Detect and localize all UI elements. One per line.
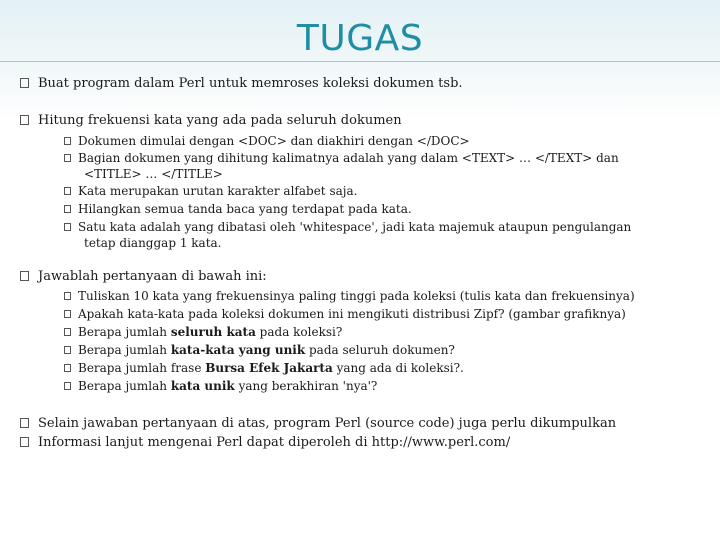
square-bullet-icon — [64, 223, 71, 231]
emphasis-text: Bursa Efek Jakarta — [205, 361, 333, 375]
bullet-item-buat — [20, 75, 463, 92]
sub-item-text: Berapa jumlah — [78, 343, 171, 357]
bullet-item-informasi — [20, 434, 510, 451]
square-bullet-icon — [64, 187, 71, 195]
square-bullet-icon — [20, 418, 29, 428]
sub-item — [64, 289, 635, 304]
bullet-text: Selain jawaban pertanyaan di atas, program Perl (source code) juga perlu dikumpulkan — [38, 416, 617, 431]
sub-item-text: Apakah kata-kata pada koleksi dokumen ini mengikuti distribusi Zipf? (gambar grafiknya) — [78, 307, 626, 321]
sub-item — [64, 220, 631, 235]
slide-title: TUGAS — [296, 18, 424, 59]
sub-item-text: Tuliskan 10 kata yang frekuensinya paling tinggi pada koleksi (tulis kata dan frekuensinya) — [78, 289, 635, 303]
square-bullet-icon — [64, 292, 71, 300]
bullet-text: Hitung frekuensi kata yang ada pada seluruh dokumen — [38, 113, 402, 128]
bullet-item-selain — [20, 415, 616, 432]
square-bullet-icon — [20, 271, 29, 281]
square-bullet-icon — [64, 310, 71, 318]
square-bullet-icon — [64, 137, 71, 145]
sub-item — [64, 361, 464, 376]
bullet-item-hitung — [20, 112, 402, 129]
sub-item — [64, 202, 412, 217]
sub-item — [64, 151, 619, 166]
sub-item-text: Berapa jumlah frase — [78, 361, 206, 375]
sub-item-continuation: <TITLE> … </TITLE> — [84, 167, 223, 181]
emphasis-text: kata unik — [170, 379, 235, 393]
square-bullet-icon — [20, 115, 29, 125]
sub-item — [64, 379, 377, 394]
sub-item-text: yang berakhiran 'nya'? — [234, 379, 378, 393]
sub-item-text: Kata merupakan urutan karakter alfabet saja. — [78, 184, 358, 198]
emphasis-text: seluruh kata — [170, 325, 256, 339]
square-bullet-icon — [64, 346, 71, 354]
sub-item-text: pada seluruh dokumen? — [305, 343, 455, 357]
bullet-text: Jawablah pertanyaan di bawah ini: — [38, 269, 267, 284]
square-bullet-icon — [64, 364, 71, 372]
square-bullet-icon — [64, 205, 71, 213]
sub-item — [64, 307, 626, 322]
emphasis-text: kata-kata yang unik — [170, 343, 306, 357]
square-bullet-icon — [64, 328, 71, 336]
square-bullet-icon — [20, 437, 29, 447]
sub-item-text: Berapa jumlah — [78, 325, 171, 339]
sub-item — [64, 325, 342, 340]
sub-item-text: Satu kata adalah yang dibatasi oleh 'whitespace', jadi kata majemuk ataupun pengulangan — [78, 220, 632, 234]
title-divider — [0, 61, 720, 62]
square-bullet-icon — [20, 78, 29, 88]
bullet-text: Buat program dalam Perl untuk memroses koleksi dokumen tsb. — [38, 76, 463, 91]
sub-item — [64, 343, 455, 358]
sub-item-text: Dokumen dimulai dengan <DOC> dan diakhiri dengan </DOC> — [78, 134, 470, 148]
sub-item-text: Bagian dokumen yang dihitung kalimatnya adalah yang dalam <TEXT> … </TEXT> dan — [78, 151, 619, 165]
sub-item-text: pada koleksi? — [255, 325, 343, 339]
bullet-item-jawab — [20, 268, 267, 285]
square-bullet-icon — [64, 154, 71, 162]
sub-item-text: Berapa jumlah — [78, 379, 171, 393]
sub-item — [64, 184, 357, 199]
sub-item-text: yang ada di koleksi?. — [332, 361, 464, 375]
bullet-text: Informasi lanjut mengenai Perl dapat diperoleh di http://www.perl.com/ — [38, 435, 511, 450]
sub-item-text: Hilangkan semua tanda baca yang terdapat pada kata. — [78, 202, 412, 216]
square-bullet-icon — [64, 382, 71, 390]
sub-item — [64, 134, 470, 149]
sub-item-continuation: tetap dianggap 1 kata. — [84, 236, 222, 250]
